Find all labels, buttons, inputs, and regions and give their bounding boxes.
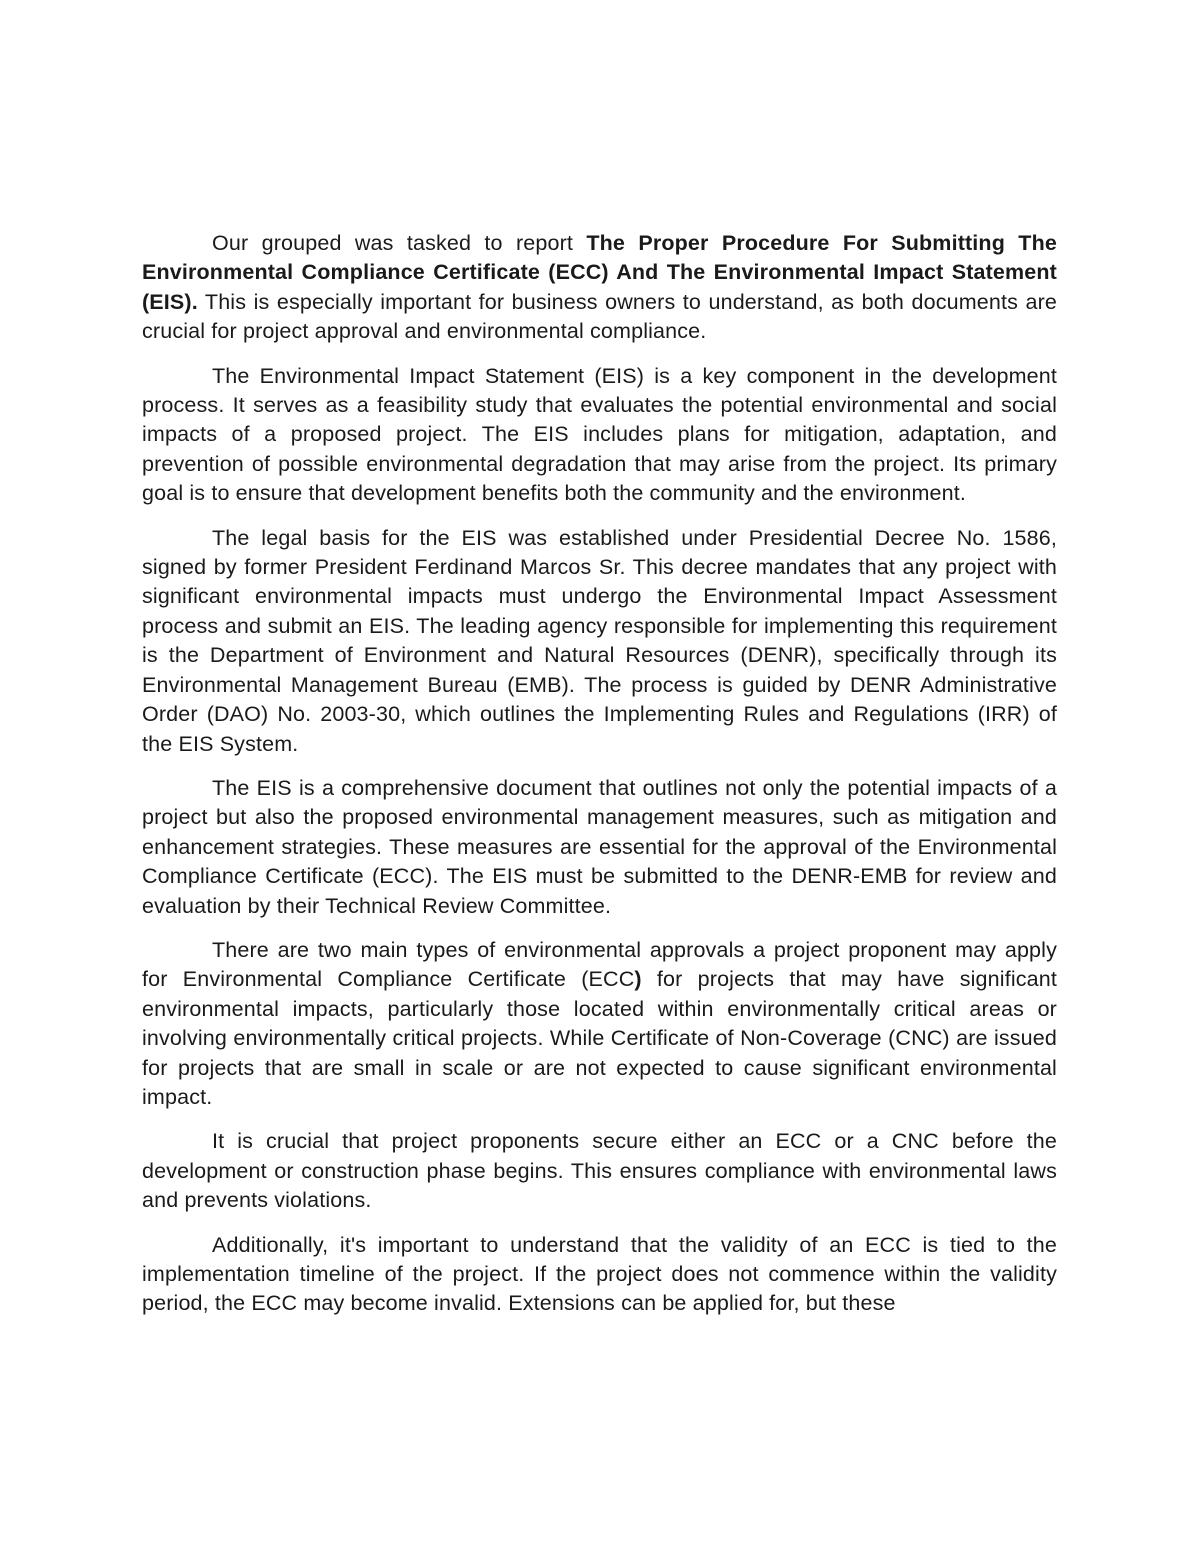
paragraph-intro <box>142 229 1057 347</box>
intro-rest-text: This is especially important for business owners to understand, as both documents are crucial for project approval and environmental compliance. <box>142 289 1057 344</box>
document-body <box>142 229 1057 1334</box>
paragraph-approval-types <box>142 936 1057 1112</box>
paragraph-secure-ecc: It is crucial that project proponents secure either an ECC or a CNC before the development or construction phase begins. This ensures compliance with environmental laws and prevents violations. <box>142 1129 1057 1213</box>
paragraph-eis-definition: The Environmental Impact Statement (EIS) is a key component in the development process. It serves as a feasibility study that evaluates the potential environmental and social impacts of a proposed project. The EIS includes plans for mitigation, adaptation, and prevention of possible environmental degradation that may arise from the project. Its primary goal is to ensure that development benefits both the community and the environment. <box>142 363 1057 506</box>
approval-types-lead-text: There are two main types of environmental approvals a project proponent may apply for Environmental Compliance Certificate (ECC <box>142 937 1057 992</box>
paragraph-legal-basis: The legal basis for the EIS was established under Presidential Decree No. 1586, signed by former President Ferdinand Marcos Sr. This decree mandates that any project with significant environmental impacts must undergo the Environmental Impact Assessment process and submit an EIS. The leading agency responsible for implementing this requirement is the Department of Environment and Natural Resources (DENR), specifically through its Environmental Management Bureau (EMB). The process is guided by DENR Administrative Order (DAO) No. 2003-30, which outlines the Implementing Rules and Regulations (IRR) of the EIS System. <box>142 525 1057 756</box>
paragraph-ecc-validity: Additionally, it's important to understand that the validity of an ECC is tied to the implementation timeline of the project. If the project does not commence within the validity period, the ECC may become invalid. Extensions can be applied for, but these <box>142 1232 1057 1316</box>
intro-lead-text: Our grouped was tasked to report <box>212 231 587 255</box>
bold-parenthesis: ) <box>634 967 642 992</box>
approval-types-rest-text: for projects that may have significant environmental impacts, particularly those located within environmentally critical areas or involving environmentally critical projects. While Certificate of Non-Coverage (CNC) are issued for projects that are small in scale or are not expected to cause significant environmental impact. <box>142 967 1057 1109</box>
paragraph-eis-contents: The EIS is a comprehensive document that outlines not only the potential impacts of a project but also the proposed environmental management measures, such as mitigation and enhancement strategies. These measures are essential for the approval of the Environmental Compliance Certificate (ECC). The EIS must be submitted to the DENR-EMB for review and evaluation by their Technical Review Committee. <box>142 775 1057 918</box>
report-title: The Proper Procedure For Submitting The Environmental Compliance Certificate (ECC) And The Environmental Impact Statement (EIS). <box>142 231 1057 314</box>
